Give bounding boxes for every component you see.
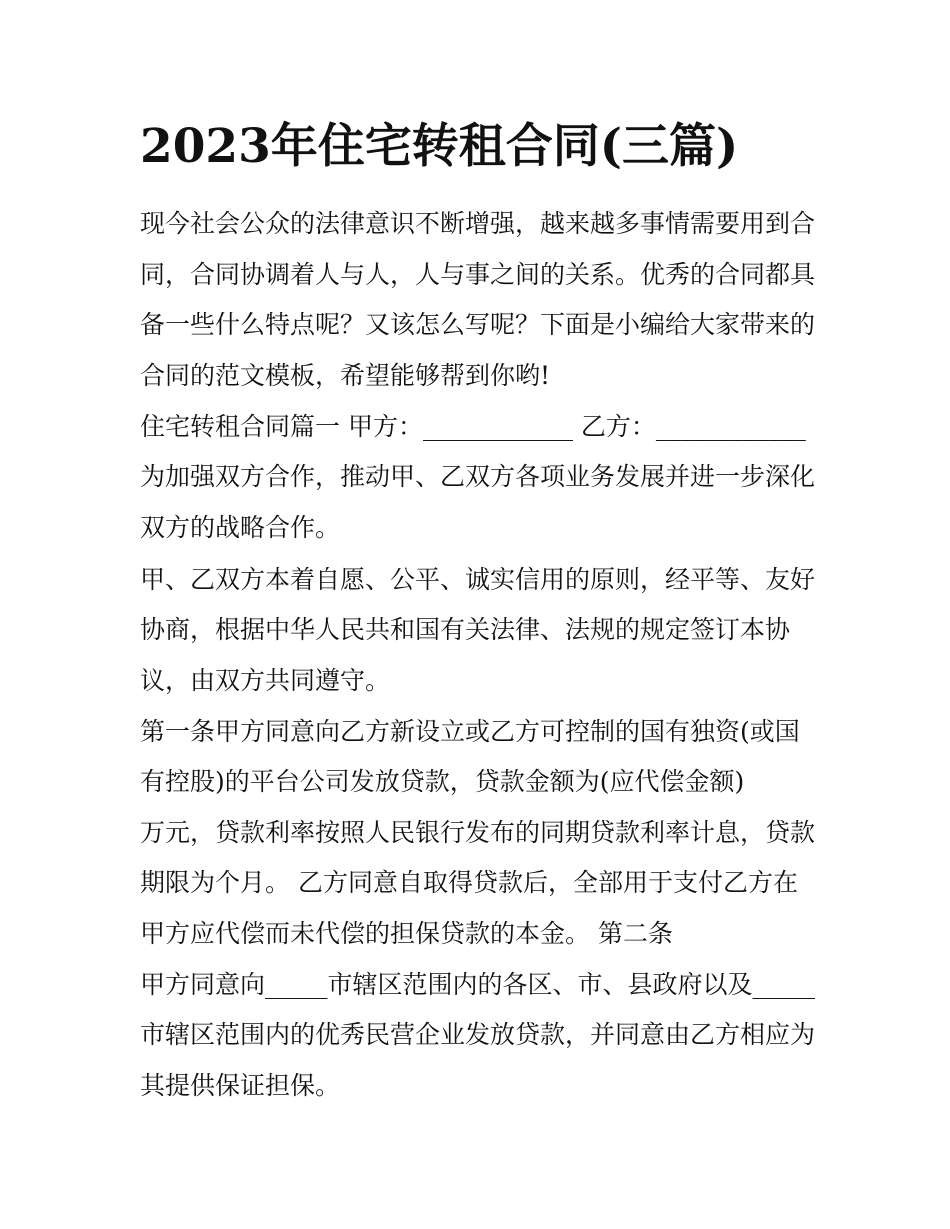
body-line: 市辖区范围内的优秀民营企业发放贷款，并同意由乙方相应为 [140,1020,816,1049]
body-line: 合同的范文模板，希望能够帮到你哟! [140,361,551,390]
body-line: 甲方应代偿而未代偿的担保贷款的本金。 第二条 [140,919,673,948]
article-one-line: 第一条甲方同意向乙方新设立或乙方可控制的国有独资(或国 [140,717,800,746]
body-line: 备一些什么特点呢？又该怎么写呢？下面是小编给大家带来的 [140,310,816,339]
contract-parties-line: 住宅转租合同篇一 甲方：____________ 乙方：____________ [140,412,806,441]
body-line: 其提供保证担保。 [140,1071,341,1100]
document-title: 2023年住宅转租合同(三篇) [140,119,739,174]
body-line: 期限为个月。 乙方同意自取得贷款后，全部用于支付乙方在 [140,868,798,897]
body-line: 同，合同协调着人与人，人与事之间的关系。优秀的合同都具 [140,260,816,289]
body-line: 双方的战略合作。 [140,513,341,542]
body-line: 为加强双方合作，推动甲、乙双方各项业务发展并进一步深化 [140,462,816,491]
article-two-line: 甲方同意向_____市辖区范围内的各区、市、县政府以及_____ [140,970,816,999]
body-line: 万元，贷款利率按照人民银行发布的同期贷款利率计息，贷款 [140,818,816,847]
body-line: 甲、乙双方本着自愿、公平、诚实信用的原则，经平等、友好 [140,565,816,594]
body-line: 议，由双方共同遵守。 [140,666,391,695]
body-line: 有控股)的平台公司发放贷款，贷款金额为(应代偿金额) [140,767,745,796]
body-line: 现今社会公众的法律意识不断增强，越来越多事情需要用到合 [140,209,816,238]
body-line: 协商，根据中华人民共和国有关法律、法规的规定签订本协 [140,615,791,644]
